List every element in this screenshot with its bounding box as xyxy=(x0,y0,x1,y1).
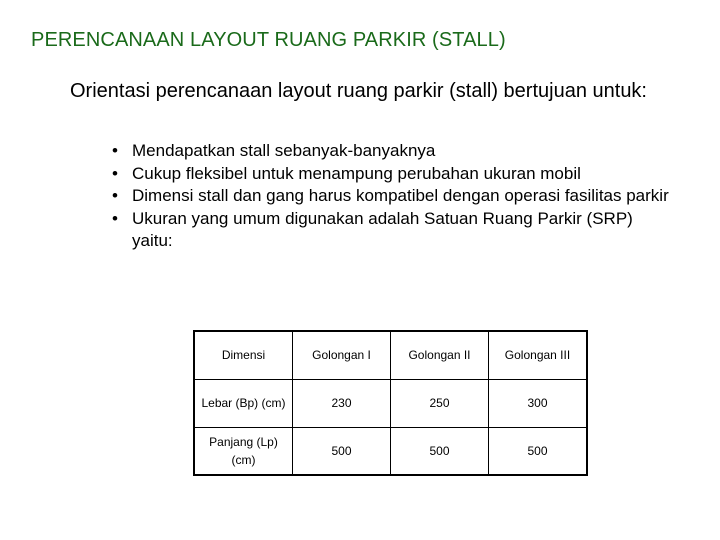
bullet-text: Mendapatkan stall sebanyak-banyaknya xyxy=(132,141,436,160)
bullet-list xyxy=(112,140,672,253)
table-row xyxy=(194,427,587,475)
table-cell: 500 xyxy=(489,427,588,475)
srp-table-container xyxy=(193,330,588,476)
bullet-dot-icon: • xyxy=(112,163,118,183)
table-cell: 250 xyxy=(391,379,489,427)
table-cell: Lebar (Bp) (cm) xyxy=(194,379,293,427)
bullet-text: Ukuran yang umum digunakan adalah Satuan Ruang Parkir (SRP) yaitu: xyxy=(132,208,633,250)
intro-text: Orientasi perencanaan layout ruang parkir (stall) bertujuan untuk: xyxy=(70,80,647,102)
slide-title: PERENCANAAN LAYOUT RUANG PARKIR (STALL) xyxy=(31,29,506,51)
header-cell: Golongan II xyxy=(391,331,489,379)
bullet-dot-icon: • xyxy=(112,208,118,228)
bullet-text: Cukup fleksibel untuk menampung perubahan ukuran mobil xyxy=(132,163,581,183)
table-cell: Panjang (Lp) (cm) xyxy=(194,427,293,475)
bullet-dot-icon: • xyxy=(112,141,118,160)
header-cell: Dimensi xyxy=(194,331,293,379)
table-cell: 500 xyxy=(391,427,489,475)
table-row xyxy=(194,379,587,427)
srp-table xyxy=(193,330,588,476)
bullet-item xyxy=(112,140,672,163)
bullet-item xyxy=(112,208,672,253)
bullet-text: Dimensi stall dan gang harus kompatibel dengan operasi fasilitas parkir xyxy=(132,186,669,205)
table-cell: 230 xyxy=(293,379,391,427)
table-cell: 500 xyxy=(293,427,391,475)
header-cell: Golongan III xyxy=(489,331,588,379)
bullet-item xyxy=(112,185,672,208)
table-header-row xyxy=(194,331,587,379)
bullet-item xyxy=(112,163,672,186)
header-cell: Golongan I xyxy=(293,331,391,379)
table-cell: 300 xyxy=(489,379,588,427)
bullet-dot-icon: • xyxy=(112,186,118,205)
